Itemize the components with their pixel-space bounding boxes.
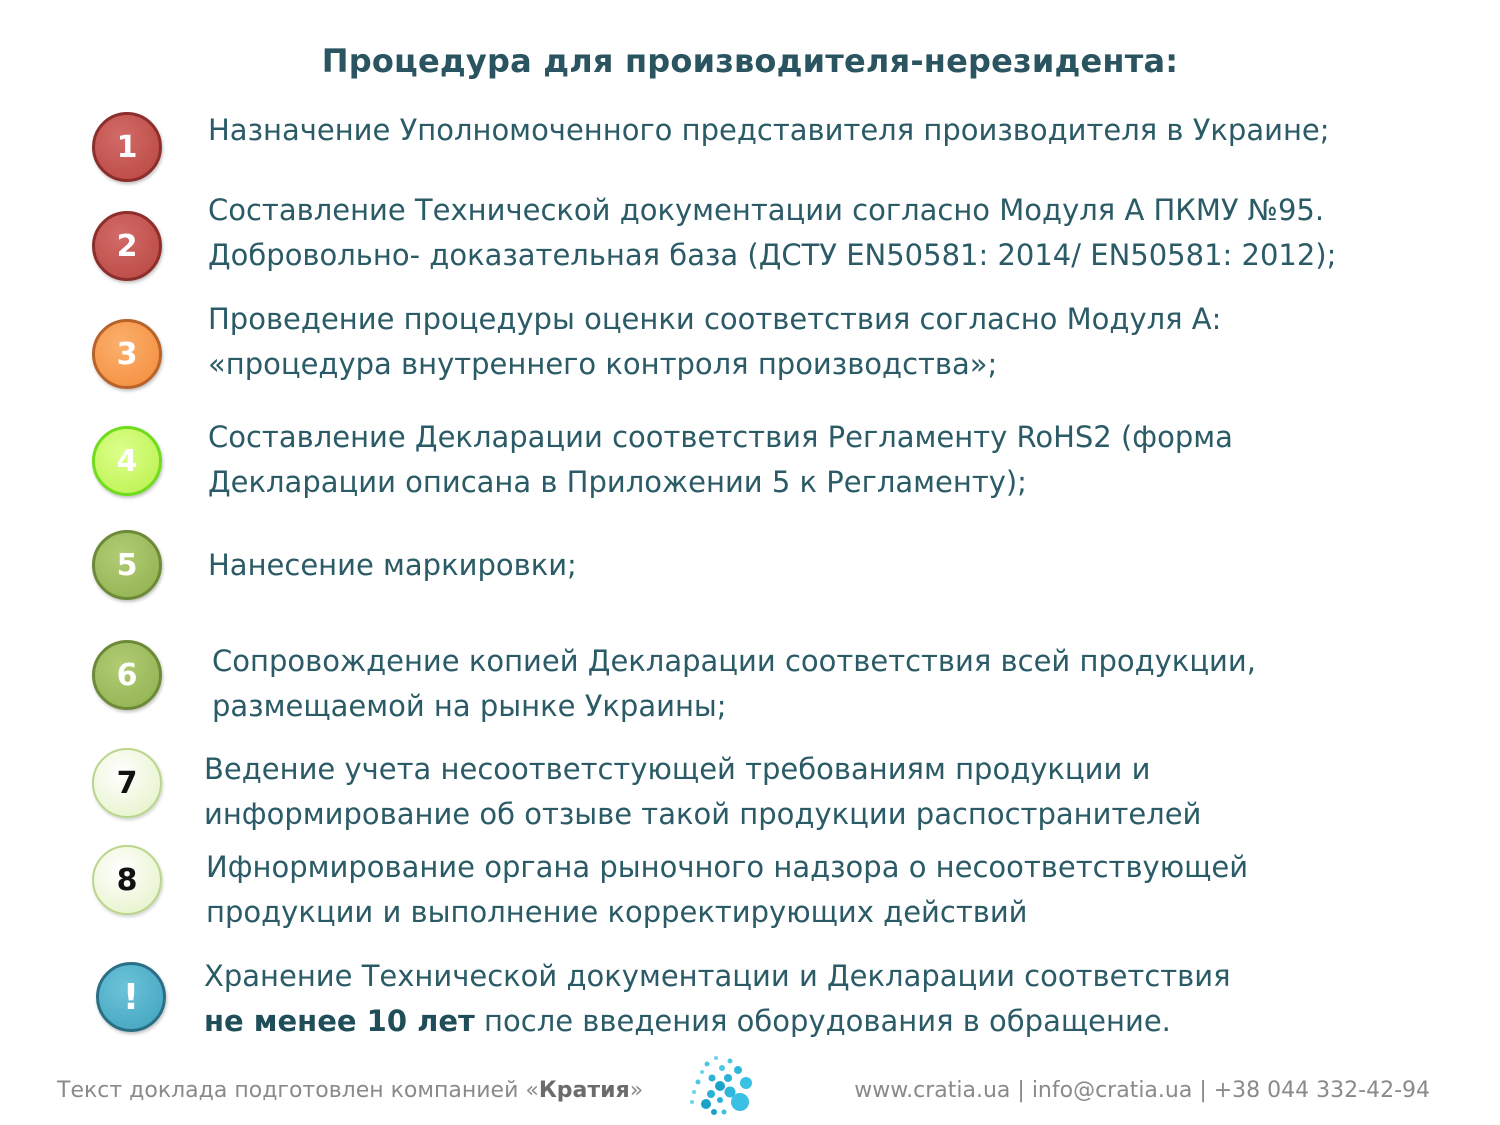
step-8-line-1: Ифнормирование органа рыночного надзора о несоответствующей [206, 850, 1249, 884]
step-3-line-2: «процедура внутреннего контроля производства»; [208, 347, 998, 381]
step-3-line-1: Проведение процедуры оценки соответствия согласно Модуля А: [208, 302, 1222, 336]
footer-company-name: Кратия [538, 1078, 630, 1103]
step-marker-4-label: 4 [116, 443, 138, 479]
step-text-7 [204, 747, 1201, 837]
page-title: Процедура для производителя-нерезидента: [321, 42, 1179, 80]
step-text-storage [204, 954, 1231, 1044]
step-text-1 [208, 108, 1330, 153]
step-text-5 [208, 543, 577, 588]
step-marker-1-label: 1 [116, 129, 138, 165]
storage-line-2-rest: после введения оборудования в обращение. [474, 1004, 1171, 1038]
exclamation-icon [96, 962, 166, 1032]
step-8-line-2: продукции и выполнение корректирующих действий [206, 895, 1028, 929]
step-marker-4 [92, 426, 162, 496]
step-5-line-1: Нанесение маркировки; [208, 548, 577, 582]
step-marker-6-label: 6 [116, 657, 138, 693]
footer-credit-prefix: Текст доклада подготовлен компанией « [57, 1078, 539, 1103]
step-marker-8-label: 8 [116, 862, 138, 898]
step-text-3 [208, 297, 1221, 387]
storage-line-2 [204, 999, 1231, 1044]
step-marker-2 [92, 211, 162, 281]
step-marker-5-label: 5 [116, 547, 138, 583]
footer-contacts: www.cratia.ua | info@cratia.ua | +38 044 332-42-94 [854, 1078, 1430, 1103]
step-7-line-2: информирование об отзыве такой продукции распостранителей [204, 797, 1202, 831]
step-text-8 [206, 845, 1248, 935]
step-marker-exclamation-label: ! [122, 976, 140, 1018]
step-text-4 [208, 415, 1233, 505]
step-marker-8 [92, 845, 162, 915]
step-marker-1 [92, 112, 162, 182]
step-marker-3 [92, 319, 162, 389]
step-6-line-2: размещаемой на рынке Украины; [212, 689, 727, 723]
step-1-line-1: Назначение Уполномоченного представителя производителя в Украине; [208, 113, 1330, 147]
step-marker-6 [92, 640, 162, 710]
step-text-6 [212, 639, 1256, 729]
step-marker-7-label: 7 [116, 765, 138, 801]
step-7-line-1: Ведение учета несоответстующей требованиям продукции и [204, 752, 1151, 786]
step-6-line-1: Сопровождение копией Декларации соответствия всей продукции, [212, 644, 1256, 678]
step-marker-2-label: 2 [116, 228, 138, 264]
footer-credit-suffix: » [629, 1078, 644, 1103]
step-text-2 [208, 188, 1336, 278]
step-marker-5 [92, 530, 162, 600]
step-2-line-2: Добровольно- доказательная база (ДСТУ EN50581: 2014/ EN50581: 2012); [208, 238, 1337, 272]
step-4-line-2: Декларации описана в Приложении 5 к Регламенту); [208, 465, 1027, 499]
storage-duration: не менее 10 лет [204, 1004, 475, 1038]
step-2-line-1: Составление Технической документации согласно Модуля А ПКМУ №95. [208, 193, 1325, 227]
step-marker-7 [92, 748, 162, 818]
cratia-dots-logo-icon [680, 1052, 760, 1122]
step-marker-3-label: 3 [116, 336, 138, 372]
footer-credit [57, 1078, 643, 1103]
storage-line-1: Хранение Технической документации и Декларации соответствия [204, 959, 1231, 993]
step-4-line-1: Составление Декларации соответствия Регламенту RoHS2 (форма [208, 420, 1233, 454]
